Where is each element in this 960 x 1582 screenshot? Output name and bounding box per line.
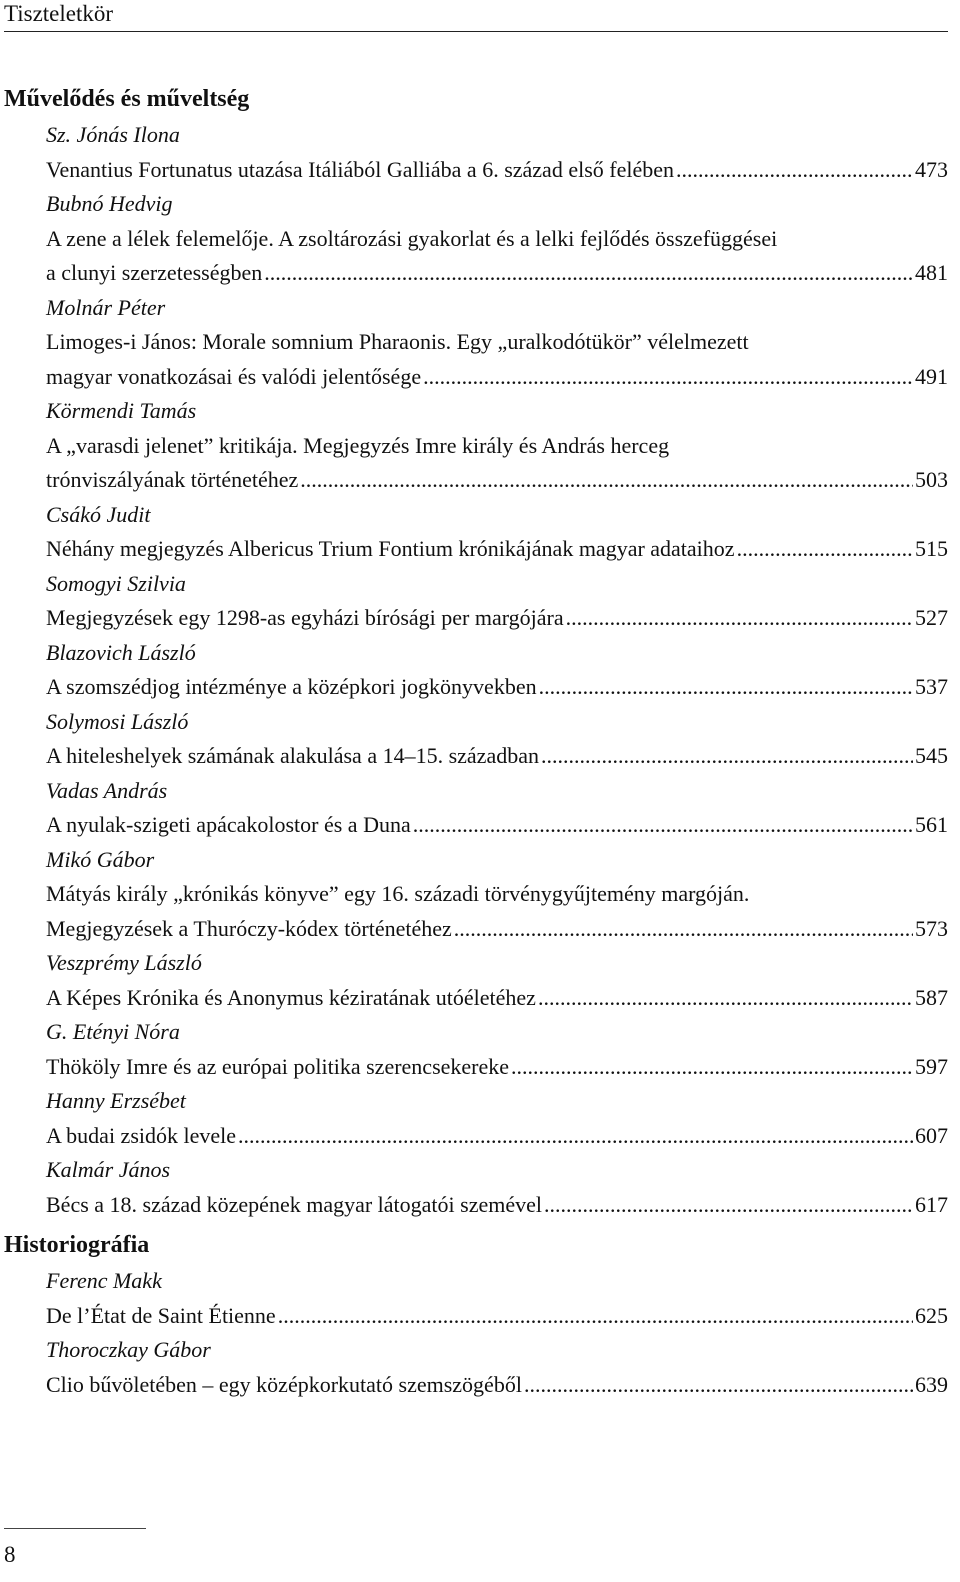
dot-leader xyxy=(238,1119,913,1154)
entry-title-row xyxy=(46,153,948,188)
page-number: 8 xyxy=(4,1542,16,1567)
entry-page-number: 597 xyxy=(915,1053,948,1079)
entry-title-line: A „varasdi jelenet” kritikája. Megjegyzés Imre király és András herceg xyxy=(46,432,670,458)
dot-leader xyxy=(511,1050,913,1085)
entry-title-text: a clunyi szerzetességben xyxy=(46,260,263,285)
entry-title-row xyxy=(46,1050,948,1085)
entry-author: G. Etényi Nóra xyxy=(46,1019,180,1044)
entry-title-row xyxy=(46,739,948,774)
section-title: Historiográfia xyxy=(4,1232,150,1258)
toc-entry xyxy=(46,705,948,774)
toc-entry xyxy=(46,187,948,291)
entry-title-row xyxy=(46,912,948,947)
entry-author: Blazovich László xyxy=(46,639,196,665)
toc-entry xyxy=(46,1333,948,1402)
dot-leader xyxy=(538,981,913,1016)
entry-page-number: 473 xyxy=(915,156,948,182)
entry-author: Thoroczkay Gábor xyxy=(46,1337,211,1362)
entry-author: Bubnó Hedvig xyxy=(46,191,173,216)
entry-title-row xyxy=(46,1299,948,1334)
entry-title-row xyxy=(46,360,948,395)
entry-page-number: 527 xyxy=(915,605,948,630)
toc-entry xyxy=(46,498,948,567)
toc-entry xyxy=(46,1015,948,1084)
dot-leader xyxy=(278,1299,913,1334)
entry-author: Somogyi Szilvia xyxy=(46,570,186,596)
entry-title-line: Limoges-i János: Morale somnium Pharaonis. Egy „uralkodótükör” vélelmezett xyxy=(46,329,749,354)
dot-leader xyxy=(737,532,913,567)
entry-author: Mikó Gábor xyxy=(46,846,155,872)
entry-title-text: Clio bűvöletében – egy középkorkutató szemszögéből xyxy=(46,1371,522,1397)
entry-author: Solymosi László xyxy=(46,708,189,734)
entry-title-text: Megjegyzések a Thuróczy-kódex történetéhez xyxy=(46,915,452,941)
dot-leader xyxy=(539,670,913,705)
entry-author: Sz. Jónás Ilona xyxy=(46,122,180,147)
toc-entry xyxy=(46,843,948,947)
entry-title-row xyxy=(46,1188,948,1223)
entry-author: Molnár Péter xyxy=(46,294,166,320)
toc-entry xyxy=(46,118,948,187)
entry-title-text: A hiteleshelyek számának alakulása a 14–15. században xyxy=(46,743,539,768)
entry-page-number: 617 xyxy=(915,1191,948,1217)
dot-leader xyxy=(300,463,913,498)
entry-author: Vadas András xyxy=(46,777,168,803)
entry-title-row xyxy=(46,463,948,498)
entry-page-number: 503 xyxy=(915,467,948,492)
entry-page-number: 639 xyxy=(915,1371,948,1397)
entry-page-number: 561 xyxy=(915,812,948,837)
entry-page-number: 607 xyxy=(915,1122,948,1148)
entry-title-row xyxy=(46,1368,948,1403)
dot-leader xyxy=(264,256,913,291)
dot-leader xyxy=(541,739,913,774)
entry-title-row xyxy=(46,256,948,291)
entry-author: Veszprémy László xyxy=(46,950,202,975)
dot-leader xyxy=(566,601,913,636)
footer-rule xyxy=(4,1528,146,1529)
toc-entry xyxy=(46,636,948,705)
dot-leader xyxy=(454,912,913,947)
entry-author: Csákó Judit xyxy=(46,501,151,527)
dot-leader xyxy=(524,1368,913,1403)
entry-title-row xyxy=(46,808,948,843)
running-header: Tiszteletkör xyxy=(4,1,114,26)
entry-title-line: A zene a lélek felemelője. A zsoltározási gyakorlat és a lelki fejlődés összefüggései xyxy=(46,225,778,251)
entry-title-text: A Képes Krónika és Anonymus kéziratának utóéletéhez xyxy=(46,984,536,1010)
toc-entry xyxy=(46,1084,948,1153)
toc-entry xyxy=(46,946,948,1015)
toc-entry xyxy=(46,774,948,843)
entry-page-number: 545 xyxy=(915,743,948,768)
entry-title-line: Mátyás király „krónikás könyve” egy 16. századi törvénygyűjtemény margóján. xyxy=(46,881,750,906)
dot-leader xyxy=(413,808,913,843)
entry-title-text: magyar vonatkozásai és valódi jelentősége xyxy=(46,363,422,389)
header-rule xyxy=(4,31,948,32)
entry-page-number: 537 xyxy=(915,674,948,699)
entry-title-row xyxy=(46,1119,948,1154)
entry-title-text: A nyulak-szigeti apácakolostor és a Duna xyxy=(46,812,411,837)
entry-author: Hanny Erzsébet xyxy=(46,1088,186,1113)
entry-title-text: Venantius Fortunatus utazása Itáliából Galliába a 6. század első felében xyxy=(46,156,674,182)
section-title: Művelődés és műveltség xyxy=(4,86,250,112)
entry-author: Kalmár János xyxy=(46,1157,171,1182)
entry-author: Körmendi Tamás xyxy=(46,398,197,423)
entry-title-text: A szomszédjog intézménye a középkori jogkönyvekben xyxy=(46,674,537,699)
table-of-contents xyxy=(4,80,948,1402)
toc-entry xyxy=(46,394,948,498)
entry-title-text: Thököly Imre és az európai politika szerencsekereke xyxy=(46,1053,510,1079)
entry-page-number: 587 xyxy=(915,984,948,1010)
entry-page-number: 491 xyxy=(915,363,948,389)
toc-entry xyxy=(46,567,948,636)
entry-title-row xyxy=(46,670,948,705)
dot-leader xyxy=(544,1188,913,1223)
toc-entry xyxy=(46,1153,948,1222)
entry-title-text: Bécs a 18. század közepének magyar látogatói szemével xyxy=(46,1191,542,1217)
entry-page-number: 481 xyxy=(915,260,948,285)
entry-title-text: trónviszályának történetéhez xyxy=(46,467,299,492)
entry-title-row xyxy=(46,601,948,636)
entry-title-text: De l’État de Saint Étienne xyxy=(46,1302,276,1328)
entry-title-text: Megjegyzések egy 1298-as egyházi bírósági per margójára xyxy=(46,605,564,630)
entry-title-row xyxy=(46,981,948,1016)
entry-title-text: A budai zsidók levele xyxy=(46,1122,237,1148)
entry-page-number: 573 xyxy=(915,915,948,941)
dot-leader xyxy=(676,153,913,188)
toc-entry xyxy=(46,291,948,395)
entry-title-row xyxy=(46,532,948,567)
dot-leader xyxy=(423,360,913,395)
entry-page-number: 625 xyxy=(915,1302,948,1328)
entry-page-number: 515 xyxy=(915,536,948,561)
entry-title-text: Néhány megjegyzés Albericus Trium Fontium krónikájának magyar adataihoz xyxy=(46,536,735,561)
entry-author: Ferenc Makk xyxy=(46,1268,162,1293)
toc-entry xyxy=(46,1264,948,1333)
